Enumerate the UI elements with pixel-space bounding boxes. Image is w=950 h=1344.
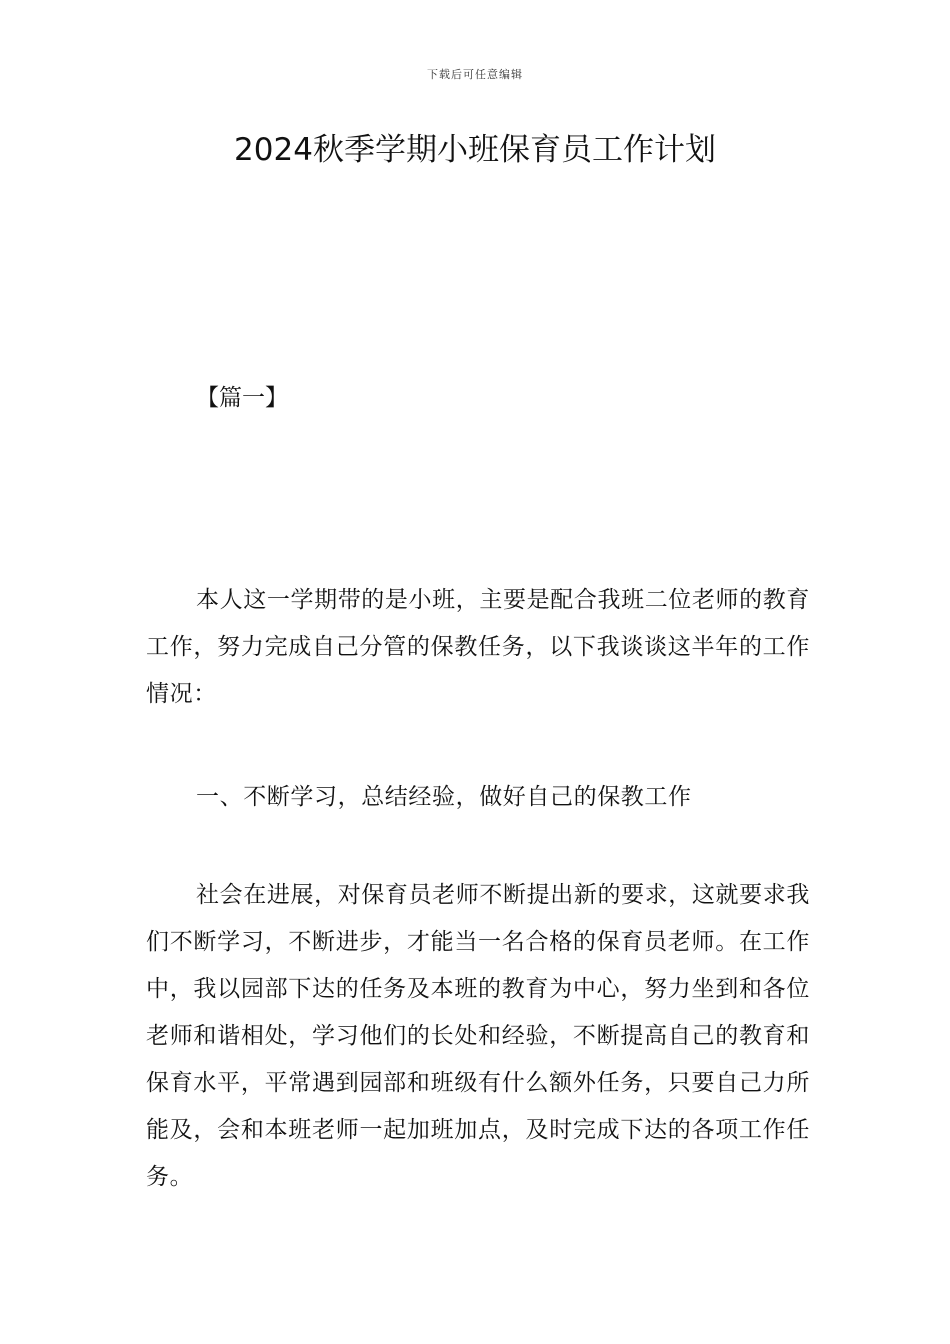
paragraph-heading-one: 一、不断学习，总结经验，做好自己的保教工作 xyxy=(196,784,692,810)
paragraph-body: 社会在进展，对保育员老师不断提出新的要求，这就要求我们不断学习，不断进步，才能当一名合格的保育员老师。在工作中，我以园部下达的任务及本班的教育为中心，努力坐到和各位老师和谐相处，学习他们的长处和经验，不断提高自己的教育和保育水平，平常遇到园部和班级有什么额外任务，只要自己力所能及，会和本班老师一起加班加点，及时完成下达的各项工作任务。 xyxy=(146,882,810,1190)
document-title: 2024秋季学期小班保育员工作计划 xyxy=(234,132,716,168)
paragraph-intro: 本人这一学期带的是小班，主要是配合我班二位老师的教育工作，努力完成自己分管的保教任务，以下我谈谈这半年的工作情况： xyxy=(146,587,810,707)
section-label: 【篇一】 xyxy=(196,385,288,411)
header-note: 下载后可任意编辑 xyxy=(427,68,523,81)
